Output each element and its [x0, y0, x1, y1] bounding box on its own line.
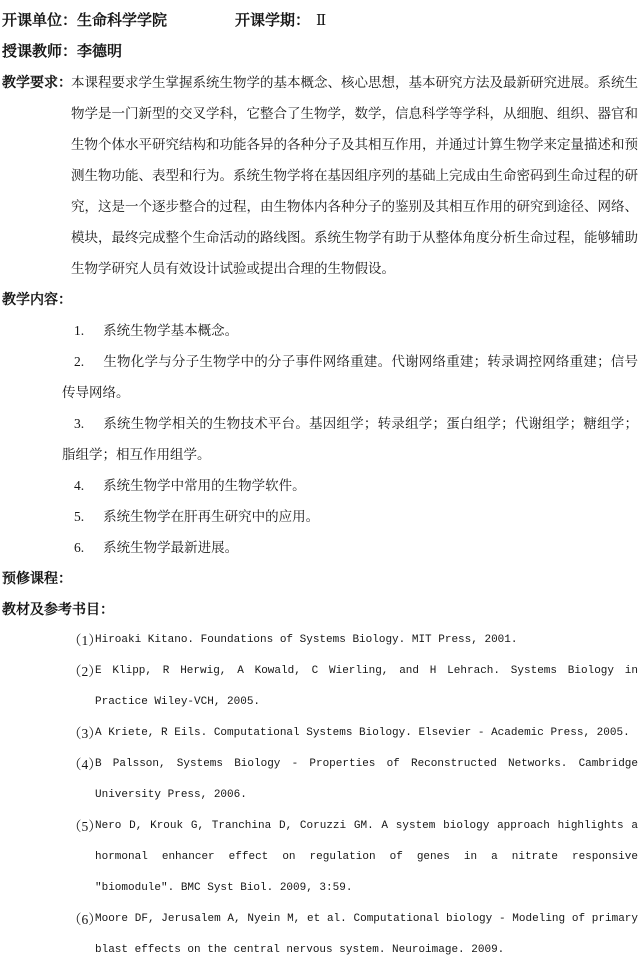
teacher-value: 李德明	[77, 43, 123, 60]
teaching-requirements-section	[2, 67, 638, 284]
content-item	[62, 532, 638, 563]
unit-value: 生命科学学院	[77, 12, 168, 29]
reference-item	[68, 811, 638, 904]
reference-number: （1）	[68, 633, 102, 648]
teacher-label: 授课教师：	[2, 43, 78, 60]
content-item-number: 3.	[74, 416, 85, 431]
teaching-content-label: 教学内容：	[2, 291, 72, 307]
header-row-unit-semester	[2, 5, 638, 36]
reference-item	[68, 625, 638, 656]
content-item-number: 2.	[74, 354, 85, 369]
reference-number: （5）	[68, 819, 102, 834]
reference-text: B Palsson, Systems Biology - Properties of Reconstructed Networks. Cambridge University Press, 2006.	[95, 758, 638, 801]
reference-text: Moore DF, Jerusalem A, Nyein M, et al. Computational biology - Modeling of primary blast effects on the central nervous system. Neuroimage. 2009.	[95, 913, 638, 956]
reference-item	[68, 904, 638, 966]
semester-field	[235, 5, 326, 37]
unit-label: 开课单位：	[2, 12, 78, 29]
content-item-number: 1.	[74, 323, 85, 338]
content-item-number: 4.	[74, 478, 85, 493]
content-item	[62, 501, 638, 532]
semester-value: Ⅱ	[316, 13, 327, 29]
reference-text: Hiroaki Kitano. Foundations of Systems Biology. MIT Press, 2001.	[95, 634, 518, 646]
reference-number: （6）	[68, 912, 102, 927]
content-item-number: 5.	[74, 509, 85, 524]
references-label: 教材及参考书目：	[2, 601, 114, 617]
content-item-text: 系统生物学基本概念。	[103, 323, 239, 338]
reference-number: （3）	[68, 726, 102, 741]
content-item-text: 系统生物学相关的生物技术平台。基因组学；转录组学；蛋白组学；代谢组学；糖组学；脂组学；相互作用组学。	[62, 416, 638, 462]
content-item	[62, 346, 638, 408]
reference-text: A Kriete, R Eils. Computational Systems Biology. Elsevier - Academic Press, 2005.	[95, 727, 630, 739]
reference-text: E Klipp, R Herwig, A Kowald, C Wierling, and H Lehrach. Systems Biology in Practice Wiley-VCH, 2005.	[95, 665, 638, 708]
content-item	[62, 408, 638, 470]
reference-text: Nero D, Krouk G, Tranchina D, Coruzzi GM. A system biology approach highlights a hormonal enhancer effect on regulation of genes in a nitrate responsive "biomodule". BMC Syst Biol. 2009, 3:59.	[95, 820, 638, 894]
reference-item	[68, 718, 638, 749]
content-item	[62, 315, 638, 346]
content-item-text: 系统生物学最新进展。	[103, 540, 239, 555]
teaching-requirements-text: 本课程要求学生掌握系统生物学的基本概念、核心思想，基本研究方法及最新研究进展。系统生物学是一门新型的交叉学科，它整合了生物学，数学，信息科学等学科，从细胞、组织、器官和生物个体水平研究结构和功能各异的各种分子及其相互作用，并通过计算生物学来定量描述和预测生物功能、表型和行为。系统生物学将在基因组序列的基础上完成由生命密码到生命过程的研究，这是一个逐步整合的过程，由生物体内各种分子的鉴别及其相互作用的研究到途径、网络、模块，最终完成整个生命活动的路线图。系统生物学有助于从整体角度分析生命过程，能够辅助生物学研究人员有效设计试验或提出合理的生物假设。	[71, 75, 638, 276]
reference-number: （2）	[68, 664, 102, 679]
reference-number: （4）	[68, 757, 102, 772]
content-item	[62, 470, 638, 501]
reference-item	[68, 656, 638, 718]
semester-label: 开课学期：	[235, 12, 311, 29]
prerequisites-label: 预修课程：	[2, 570, 72, 586]
content-item-number: 6.	[74, 540, 85, 555]
content-item-text: 生物化学与分子生物学中的分子事件网络重建。代谢网络重建；转录调控网络重建；信号传导网络。	[62, 354, 638, 400]
reference-item	[68, 749, 638, 811]
content-item-text: 系统生物学中常用的生物学软件。	[103, 478, 306, 493]
header-row-teacher	[2, 36, 638, 67]
teaching-requirements-label: 教学要求：	[2, 74, 72, 90]
content-item-text: 系统生物学在肝再生研究中的应用。	[103, 509, 320, 524]
